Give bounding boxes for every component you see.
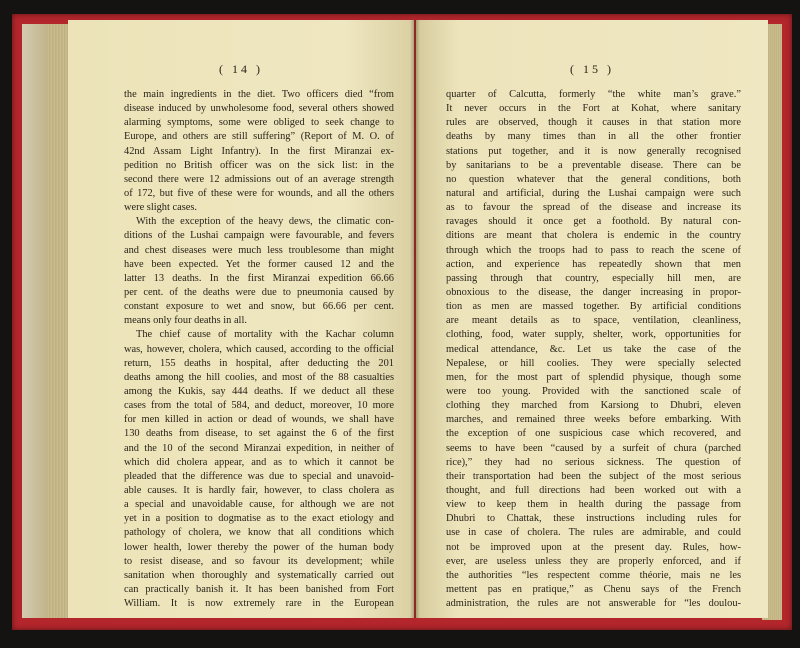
text-line: able causes. It is hardly fair, however, to class cholera as — [124, 484, 394, 496]
text-line: constant exposure to wet and snow, but 66.66 per cent. — [124, 301, 394, 313]
text-line: 130 deaths from disease, to set against the 6 of the first — [124, 428, 394, 440]
text-line: action, and experience has repeatedly shown that men — [446, 258, 741, 270]
text-line: have been expected. Yet the former caused 12 and the — [124, 258, 394, 270]
text-line: their transportation had been the subject of the most serious — [446, 470, 741, 482]
text-line: by sanitarians to be a preventable disease. There can be — [446, 159, 741, 171]
text-line: was, however, cholera, which caused, according to the official — [124, 343, 394, 355]
text-line: administration, the rules are not answerable for “les doulou- — [446, 598, 741, 610]
text-line: With the exception of the heavy dews, the climatic con- — [136, 216, 394, 228]
text-line: rules are observed, though it causes in that station more — [446, 117, 741, 129]
text-line: are meant details as to space, ventilation, cleanliness, — [446, 315, 741, 327]
text-line: means only four deaths in all. — [124, 315, 247, 327]
text-line: a special and unavoidable cause, for although we are not — [124, 499, 394, 511]
text-line: of 172, but five of these were for wounds, and all the others — [124, 187, 394, 199]
text-line: thought, and full directions had been worked out with a — [446, 484, 741, 496]
text-line: and chest diseases were much less troublesome than might — [124, 244, 394, 256]
text-line: lower health, lower thereby the power of the human body — [124, 541, 394, 553]
text-line: passing through that country, especially hill men, are — [446, 272, 741, 284]
text-line: pleaded that the difference was due to special and unavoid- — [124, 470, 394, 482]
text-line: 42nd Assam Light Infantry). In the first Miranzai ex- — [124, 145, 394, 157]
text-line: second there were 12 admissions out of an average strength — [124, 173, 394, 185]
text-line: pedition no British officer was on the sick list: in the — [124, 159, 394, 171]
left-page-body — [124, 88, 394, 611]
text-line: were slight cases. — [124, 202, 197, 214]
text-line: among the Kukis, say 444 deaths. If we deduct all these — [124, 385, 394, 397]
text-line: view to keep them in health during the passage from — [446, 499, 741, 511]
left-page — [68, 20, 414, 618]
text-line: which did cholera appear, and as to which it cannot be — [124, 456, 394, 468]
text-line: ever, are useless unless they are properly enforced, and if — [446, 555, 741, 567]
text-line: per cent. of the deaths were due to pneumonia caused by — [124, 286, 394, 298]
text-line: marches, and remained three weeks before embarking. With — [446, 414, 741, 426]
text-line: stations put together, and it is now generally recognised — [446, 145, 741, 157]
text-line: for men killed in action or dead of wounds, we shall have — [124, 414, 394, 426]
text-line: through which the troops had to pass to reach the scene of — [446, 244, 741, 256]
text-line: to resist disease, and so favour its development; while — [124, 555, 394, 567]
page-number-right: ( 15 ) — [570, 62, 614, 76]
text-line: Europe, and others are still suffering” (Report of M. O. of — [124, 131, 394, 143]
text-line: the exception of one suspicious case which recovered, and — [446, 428, 741, 440]
text-line: ditions are meant that cholera is endemic in the country — [446, 230, 741, 242]
text-line: mettent pas en pratique,” as Chenu says of the French — [446, 583, 741, 595]
text-line: clothing they marched from Karsiong to Dhubri, eleven — [446, 400, 741, 412]
text-line: use in case of cholera. The rules are admirable, and could — [446, 527, 741, 539]
page-number-left: ( 14 ) — [219, 62, 263, 76]
text-line: sanitation when thoroughly and systematically carried out — [124, 569, 394, 581]
text-line: natural and artificial, during the Lushai campaign were such — [446, 187, 741, 199]
text-line: deaths by many times than in all the other frontier — [446, 131, 741, 143]
text-line: cases from the total of 584, and deduct, moreover, 10 more — [124, 400, 394, 412]
text-line: rice),” they had no serious sickness. The question of — [446, 456, 741, 468]
text-line: the main ingredients in the diet. Two officers died “from — [124, 89, 394, 100]
text-line: no question whatever that the general conditions, both — [446, 173, 741, 185]
text-line: Nepalese, or hill coolies. They were specially selected — [446, 357, 741, 369]
text-line: latter 13 deaths. In the first Miranzai expedition 66.66 — [124, 272, 394, 284]
text-line: as to favour the spread of the disease and increase its — [446, 202, 741, 214]
text-line: deaths among the hill coolies, and most of the 88 casualties — [124, 371, 394, 383]
text-line: seems to have been “caused by a surfeit of chura (parched — [446, 442, 741, 454]
text-line: ravages should it once get a foothold. By natural con- — [446, 216, 741, 228]
book-gutter — [410, 20, 420, 618]
right-page-body — [446, 88, 741, 611]
text-line: tion as men are massed together. By artificial conditions — [446, 301, 741, 313]
text-line: were too young. Provided with the sanctioned scale of — [446, 385, 741, 397]
text-line: William. It is now extremely rare in the European — [124, 598, 394, 610]
text-line: alarming symptoms, some were obliged to seek change to — [124, 117, 394, 129]
text-line: the authorities “les respectent comme théorie, mais ne les — [446, 569, 741, 581]
text-line: men, for the most part of splendid physique, though some — [446, 371, 741, 383]
text-line: yet in a position to dogmatise as to the exact etiology and — [124, 513, 394, 525]
text-line: Dhubri to Chattak, these instructions including rules for — [446, 513, 741, 525]
text-line: quarter of Calcutta, formerly “the white man’s grave.” — [446, 89, 741, 100]
text-line: disease induced by unwholesome food, several others showed — [124, 103, 394, 115]
text-line: ditions of the Lushai campaign were favourable, and fevers — [124, 230, 394, 242]
flyleaf-edge — [22, 24, 48, 618]
text-line: return, 155 deaths in hospital, after deducting the 201 — [124, 357, 394, 369]
text-line: clothing, food, water supply, shelter, work, opportunities for — [446, 329, 741, 341]
text-line: obnoxious to the disease, the danger increasing in propor- — [446, 286, 741, 298]
text-line: and the 10 of the second Miranzai expedition, in neither of — [124, 442, 394, 454]
text-line: pathology of cholera, we know that all conditions which — [124, 527, 394, 539]
text-line: The chief cause of mortality with the Kachar column — [136, 329, 394, 341]
text-line: It never occurs in the Fort at Kohat, where sanitary — [446, 103, 741, 115]
text-line: medical attendance, &c. Let us take the case of the — [446, 343, 741, 355]
right-page — [416, 20, 768, 618]
text-line: can practically banish it. It has been banished from Fort — [124, 583, 394, 595]
text-line: not be improved upon at the present day. Rules, how- — [446, 541, 741, 553]
